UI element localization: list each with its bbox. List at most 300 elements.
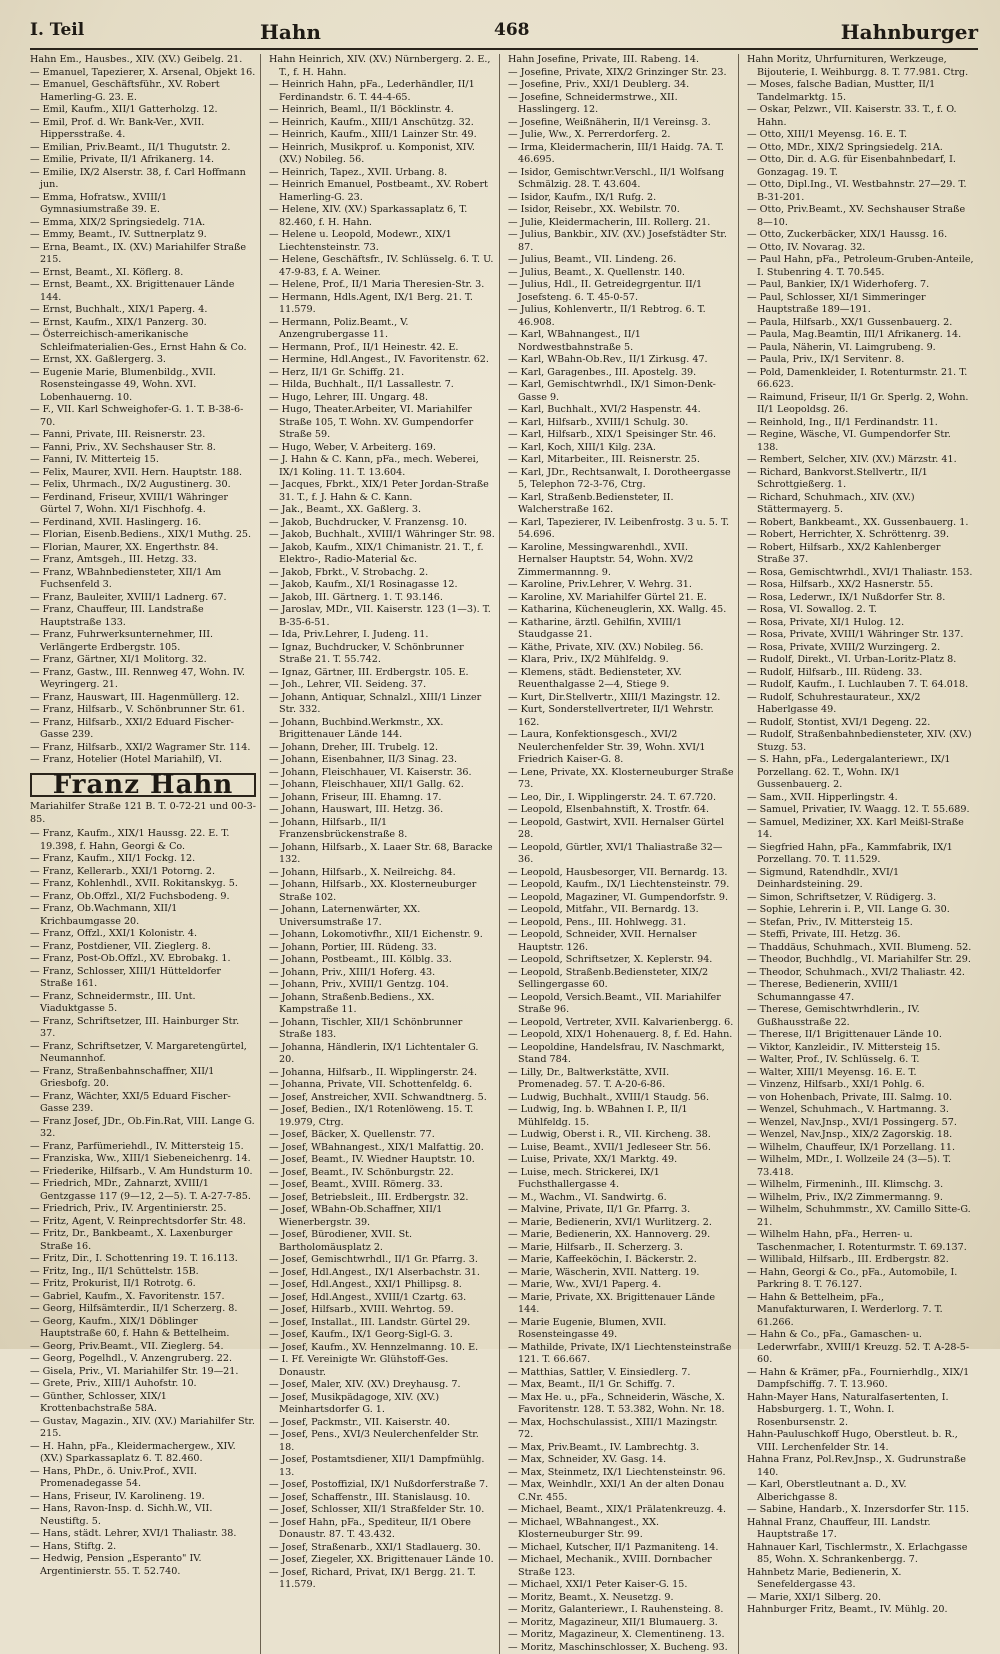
directory-entry: — Max, Schneider, XV. Gasg. 14. [508, 1454, 734, 1467]
directory-entry: — Leopold, Elsenbahnstift, X. Trostfr. 64. [508, 804, 734, 817]
directory-entry: — Irma, Kleidermacherin, III/1 Haidg. 7A. T. 46.695. [508, 142, 734, 167]
directory-entry: — Franz, Chauffeur, III. Landstraße Hauptstraße 133. [30, 604, 256, 629]
directory-entry: — Heinrich, Kaufm., XIII/1 Anschützg. 32. [269, 117, 495, 130]
directory-entry: — Willibald, Hilfsarb., III. Erdbergstr. 82. [747, 1254, 974, 1267]
directory-entry: — Franz Josef, JDr., Ob.Fin.Rat, VIII. Lange G. 32. [30, 1116, 256, 1141]
directory-entry: — Isidor, Gemischtwr.Verschl., II/1 Wolfsang Schmälzig. 28. T. 43.604. [508, 167, 734, 192]
directory-entry: Hahnal Franz, Chauffeur, III. Landstr. Hauptstraße 17. [747, 1517, 974, 1542]
directory-entry: — Johann, Buchbind.Werkmstr., XX. Brigittenauer Lände 144. [269, 717, 495, 742]
directory-entry: — Leopold, Versich.Beamt., VII. Mariahilfer Straße 96. [508, 992, 734, 1017]
directory-entry: — Ludwig, Oberst i. R., VII. Kircheng. 38. [508, 1129, 734, 1142]
directory-entry: — Moritz, Maschinschlosser, X. Bucheng. 93. [508, 1642, 734, 1654]
directory-entry: — Leopold, Mitfahr., VII. Bernardg. 13. [508, 904, 734, 917]
column-4-entries [747, 54, 974, 1617]
directory-entry: — Jakob, Kaufm., XI/1 Rosinagasse 12. [269, 579, 495, 592]
directory-entry: — Johann, Hilfsarb., X. Laaer Str. 68, Baracke 132. [269, 842, 495, 867]
directory-entry: — Regine, Wäsche, VI. Gumpendorfer Str. 138. [747, 429, 974, 454]
directory-entry: — Hans, städt. Lehrer, XVI/1 Thaliastr. 38. [30, 1528, 256, 1541]
directory-entry: — Hahn & Krämer, pFa., Fournierhdlg., XIX/1 Dampfschiffg. 7. T. 13.960. [747, 1367, 974, 1392]
directory-entry: — Max He. u., pFa., Schneiderin, Wäsche, X. Favoritenstr. 128. T. 53.382, Wohn. Nr. 18. [508, 1392, 734, 1417]
advertisement-address: Mariahilfer Straße 121 B. T. 0-72-21 und 00-3-85. [30, 801, 256, 826]
directory-entry: — Hans, Friseur, IV. Karolineng. 19. [30, 1491, 256, 1504]
directory-entry: — Johann, Friseur, III. Ehamng. 17. [269, 792, 495, 805]
directory-entry: — Josef, Installat., III. Landstr. Gürtel 29. [269, 1317, 495, 1330]
directory-entry: — Josef, Bäcker, X. Quellenstr. 77. [269, 1129, 495, 1142]
directory-entry: — Josef, Maler, XIV. (XV.) Dreyhausg. 7. [269, 1379, 495, 1392]
directory-entry: — Emanuel, Tapezierer, X. Arsenal, Objekt 16. [30, 67, 256, 80]
directory-entry: — I. Ff. Vereinigte Wr. Glühstoff-Ges. Donaustr. [269, 1354, 495, 1379]
directory-entry: — Ferdinand, Friseur, XVIII/1 Währinger Gürtel 7, Wohn. XI/1 Fischhofg. 4. [30, 492, 256, 517]
directory-entry: — Emil, Kaufm., XII/1 Gatterholzg. 12. [30, 104, 256, 117]
column-2 [269, 54, 500, 1654]
directory-entry: — Julius, Hdl., II. Getreidegrgentur. II/1 Josefsteng. 6. T. 45-0-57. [508, 279, 734, 304]
directory-entry: — Josef, Bürodiener, XVII. St. Bartholomäusplatz 2. [269, 1229, 495, 1254]
directory-entry: — Franz, Fuhrwerksunternehmer, III. Verlängerte Erdbergstr. 105. [30, 629, 256, 654]
directory-entry: — Johann, Hauswart, III. Hetzg. 36. [269, 804, 495, 817]
directory-entry: — Simon, Schriftsetzer, V. Rüdigerg. 3. [747, 892, 974, 905]
directory-entry: — Viktor, Kanzleidir., IV. Mittersteig 15. [747, 1042, 974, 1055]
directory-entry: — Malvine, Private, II/1 Gr. Pfarrg. 3. [508, 1204, 734, 1217]
directory-entry: — Georg, Hilfsämterdir., II/1 Scherzerg. 8. [30, 1303, 256, 1316]
directory-entry: — Johanna, Händlerin, IX/1 Lichtentaler G. 20. [269, 1042, 495, 1067]
directory-entry: — Franz, Kohlenhdl., XVII. Rokitanskyg. 5. [30, 878, 256, 891]
directory-entry: — Emma, Hofratsw., XVIII/1 Gymnasiumstraße 39. E. [30, 192, 256, 217]
directory-entry: — Grete, Priv., XIII/1 Auhofstr. 10. [30, 1378, 256, 1391]
directory-entry: — Julie, Kleidermacherin, III. Rollerg. 21. [508, 217, 734, 230]
directory-entry: — Hermine, Hdl.Angest., IV. Favoritenstr. 62. [269, 354, 495, 367]
directory-entry: Hahn Heinrich, XIV. (XV.) Nürnbergerg. 2. E., T., f. H. Hahn. [269, 54, 495, 79]
directory-entry: — Robert, Herrichter, X. Schröttenrg. 39. [747, 529, 974, 542]
directory-entry: — Georg, Priv.Beamt., VII. Zieglerg. 54. [30, 1341, 256, 1354]
directory-entry: — Josef, Anstreicher, XVII. Schwandtnerg. 5. [269, 1092, 495, 1105]
directory-entry: — Ludwig, Ing. b. WBahnen I. P., II/1 Mühlfeldg. 15. [508, 1104, 734, 1129]
directory-entry: — Franz, Offzl., XXI/1 Kolonistr. 4. [30, 928, 256, 941]
directory-entry: — Johann, Fleischhauer, VI. Kaiserstr. 36. [269, 767, 495, 780]
directory-entry: — Josef, WBahnangest., XIX/1 Malfattig. 20. [269, 1142, 495, 1155]
directory-entry: — Georg, Pogelhdl., V. Anzengruberg. 22. [30, 1353, 256, 1366]
directory-entry: — Heinrich, Tapez., XVII. Urbang. 8. [269, 167, 495, 180]
directory-entry: — Emilie, IX/2 Alserstr. 38, f. Carl Hoffmann jun. [30, 167, 256, 192]
directory-entry: — Moses, falsche Badian, Mustter, II/1 Tandelmarktg. 15. [747, 79, 974, 104]
directory-entry: — Johann, Laternenwärter, XX. Universumstraße 17. [269, 904, 495, 929]
directory-entry: — Siegfried Hahn, pFa., Kammfabrik, IX/1 Porzellang. 70. T. 11.529. [747, 842, 974, 867]
directory-entry: — Johann, Hilfsarb., XX. Klosterneuburger Straße 102. [269, 879, 495, 904]
directory-entry: — Thaddäus, Schuhmach., XVII. Blumeng. 52. [747, 942, 974, 955]
directory-entry: Hahna Franz, Pol.Rev.Jnsp., X. Gudrunstraße 140. [747, 1454, 974, 1479]
directory-entry: — Josef, WBahn-Ob.Schaffner, XII/1 Wienerbergstr. 39. [269, 1204, 495, 1229]
column-1 [30, 54, 261, 1654]
directory-entry: — Fritz, Ing., II/1 Schüttelstr. 15B. [30, 1266, 256, 1279]
directory-entry: — Otto, Dir. d. A.G. für Eisenbahnbedarf, I. Gonzagag. 19. T. [747, 154, 974, 179]
directory-entry: — Samuel, Privatier, IV. Waagg. 12. T. 55.689. [747, 804, 974, 817]
directory-entry: — Franz, Hilfsarb., XXI/2 Eduard Fischer-Gasse 239. [30, 717, 256, 742]
directory-entry: — Emanuel, Geschäftsführ., XV. Robert Hamerling-G. 23. E. [30, 79, 256, 104]
directory-entry: — Fritz, Dir., I. Schottenring 19. T. 16.113. [30, 1253, 256, 1266]
directory-entry: — Franz, Schriftsetzer, V. Margaretengürtel, Neumannhof. [30, 1041, 256, 1066]
directory-entry: — Marie, Bedienerin, XVI/1 Wurlitzerg. 2. [508, 1217, 734, 1230]
directory-entry: — Ferdinand, XVII. Haslingerg. 16. [30, 517, 256, 530]
directory-entry: — Franz, WBahnbediensteter, XII/1 Am Fuchsenfeld 3. [30, 567, 256, 592]
directory-entry: — Franz, Bauleiter, XVIII/1 Ladnerg. 67. [30, 592, 256, 605]
directory-entry: — Robert, Hilfsarb., XX/2 Kahlenberger Straße 37. [747, 542, 974, 567]
directory-entry: — Karl, Garagenbes., III. Apostelg. 39. [508, 367, 734, 380]
directory-entry: — Joh., Lehrer, VII. Seideng. 37. [269, 679, 495, 692]
directory-entry: — Rudolf, Direkt., VI. Urban-Loritz-Platz 8. [747, 654, 974, 667]
directory-entry: — Hilda, Buchhalt., II/1 Lassallestr. 7. [269, 379, 495, 392]
directory-entry: — Emilian, Priv.Beamt., II/1 Thugutstr. 2. [30, 142, 256, 155]
directory-entry: — Karl, Koch, XIII/1 Kilg. 23A. [508, 442, 734, 455]
directory-entry: — Josef, Musikpädagoge, XIV. (XV.) Meinhartsdorfer G. 1. [269, 1392, 495, 1417]
directory-entry: — Leopold, XIX/1 Hohenauerg. 8, f. Ed. Hahn. [508, 1029, 734, 1042]
directory-entry: — Hugo, Lehrer, III. Ungarg. 48. [269, 392, 495, 405]
directory-entry: — Wenzel, Nav.Jnsp., XVI/1 Possingerg. 57. [747, 1117, 974, 1130]
directory-entry: — Josef, Gemischtwrhdl., II/1 Gr. Pfarrg. 3. [269, 1254, 495, 1267]
directory-entry: — Leopold, Kaufm., IX/1 Liechtensteinstr. 79. [508, 879, 734, 892]
directory-entry: — Michael, Mechanik., XVIII. Dornbacher Straße 123. [508, 1554, 734, 1579]
directory-entry: — Marie, Wäscherin, XVII. Natterg. 19. [508, 1267, 734, 1280]
column-4 [747, 54, 978, 1654]
directory-entry: — Ida, Priv.Lehrer, I. Judeng. 11. [269, 629, 495, 642]
directory-entry: — Sabine, Handarb., X. Inzersdorfer Str. 115. [747, 1504, 974, 1517]
directory-entry: — Günther, Schlosser, XIX/1 Krottenbachstraße 58A. [30, 1391, 256, 1416]
directory-entry: — Karl, Hilfsarb., XVIII/1 Schulg. 30. [508, 417, 734, 430]
directory-entry: — Franz, Kaufm., XIX/1 Haussg. 22. E. T. 19.398, f. Hahn, Georgi & Co. [30, 828, 256, 853]
directory-entry: — Laura, Konfektionsgesch., XVI/2 Neulerchenfelder Str. 39, Wohn. XVI/1 Friedrich Kaiser-G. 8. [508, 729, 734, 767]
directory-entry: — Josef, Hilfsarb., XVIII. Wehrtog. 59. [269, 1304, 495, 1317]
directory-entry: — Franz, Ob.Offzl., XI/2 Fuchsbodeng. 9. [30, 891, 256, 904]
directory-entry: — Wilhelm, MDr., I. Wollzeile 24 (3—5). T. 73.418. [747, 1154, 974, 1179]
directory-entry: — Johann, Lokomotivfhr., XII/1 Eichenstr. 9. [269, 929, 495, 942]
directory-entry: — Josef, Hdl.Angest., IX/1 Alserbachstr. 31. [269, 1267, 495, 1280]
directory-entry: — Matthias, Sattler, V. Einsiedlerg. 7. [508, 1367, 734, 1380]
directory-entry: — Hahn & Co., pFa., Gamaschen- u. Lederwrfabr., XVIII/1 Kreuzg. 52. T. A-28-5-60. [747, 1329, 974, 1367]
directory-entry: — Jak., Beamt., XX. Gaßlerg. 3. [269, 504, 495, 517]
directory-entry: — Marie, Private, XX. Brigittenauer Lände 144. [508, 1292, 734, 1317]
directory-entry: — Josef, Schlosser, XII/1 Straßfelder Str. 10. [269, 1504, 495, 1517]
directory-entry: — Karoline, XV. Mariahilfer Gürtel 21. E. [508, 592, 734, 605]
column-1-entries [30, 54, 256, 767]
directory-entry: — Moritz, Magazineur, XII/1 Blumauerg. 3. [508, 1617, 734, 1630]
directory-entry: — Johann, Hilfsarb., X. Neilreichg. 84. [269, 867, 495, 880]
directory-entry: — Luise, mech. Strickerei, IX/1 Fuchsthallergasse 4. [508, 1167, 734, 1192]
directory-entry: — Ignaz, Gärtner, III. Erdbergstr. 105. E. [269, 667, 495, 680]
directory-entry: — Marie, Hilfsarb., II. Scherzerg. 3. [508, 1242, 734, 1255]
directory-entry: — Paula, Mag.Beamtin, III/1 Afrikanerg. 14. [747, 329, 974, 342]
directory-entry: — Richard, Schuhmach., XIV. (XV.) Stättermayerg. 5. [747, 492, 974, 517]
directory-entry: — Franz, Hilfsarb., V. Schönbrunner Str. 61. [30, 704, 256, 717]
directory-entry: Hahn-Mayer Hans, Naturalfasertenten, I. Habsburgerg. 1. T., Wohn. I. Rosenbursenstr. 2. [747, 1392, 974, 1430]
directory-entry: — Michael, Kutscher, II/1 Pazmaniteng. 14. [508, 1542, 734, 1555]
directory-entry: — Josef, Richard, Privat, IX/1 Bergg. 21. T. 11.579. [269, 1567, 495, 1592]
directory-entry: — Johann, Eisenbahner, II/3 Sinag. 23. [269, 754, 495, 767]
directory-entry: — Hans, Stiftg. 2. [30, 1541, 256, 1554]
directory-entry: — Hedwig, Pension „Esperanto" IV. Argentinierstr. 55. T. 52.740. [30, 1553, 256, 1578]
directory-entry: — Walter, Prof., IV. Schlüsselg. 6. T. [747, 1054, 974, 1067]
directory-entry: — Heinrich, Musikprof. u. Komponist, XIV. (XV.) Nobileg. 56. [269, 142, 495, 167]
directory-entry: — H. Hahn, pFa., Kleidermachergew., XIV. (XV.) Sparkassaplatz 6. T. 82.460. [30, 1441, 256, 1466]
directory-entry: — S. Hahn, pFa., Ledergalanteriewr., IX/1 Porzellang. 62. T., Wohn. IX/1 Gussenbauerg. 2. [747, 754, 974, 792]
directory-entry: — Theodor, Schuhmach., XVI/2 Thaliastr. 42. [747, 967, 974, 980]
directory-entry: — Theodor, Buchhdlg., VI. Mariahilfer Str. 29. [747, 954, 974, 967]
directory-entry: — Jacques, Fbrkt., XIX/1 Peter Jordan-Straße 31. T., f. J. Hahn & C. Kann. [269, 479, 495, 504]
directory-entry: — Friedrich, MDr., Zahnarzt, XVIII/1 Gentzgasse 117 (9—12, 2—5). T. A-27-7-85. [30, 1178, 256, 1203]
directory-entry: — Leopold, Gastwirt, XVII. Hernalser Gürtel 28. [508, 817, 734, 842]
directory-entry: — Herz, II/1 Gr. Schiffg. 21. [269, 367, 495, 380]
directory-entry: — Franz, Amtsgeh., III. Hetzg. 33. [30, 554, 256, 567]
directory-entry: — Josef, Postoffizial, IX/1 Nußdorferstraße 7. [269, 1479, 495, 1492]
directory-entry: — Eugenie Marie, Blumenbildg., XVII. Rosensteingasse 49, Wohn. XVI. Lobenhauerng. 10. [30, 367, 256, 405]
directory-entry: — Paula, Priv., IX/1 Servitenг. 8. [747, 354, 974, 367]
directory-entry: — Mathilde, Private, IX/1 Liechtensteinstraße 121. T. 66.667. [508, 1342, 734, 1367]
directory-entry: — Wenzel, Nav.Jnsp., XIX/2 Zagorskig. 18. [747, 1129, 974, 1142]
directory-entry: — Leopold, Hausbesorger, VII. Bernardg. 13. [508, 867, 734, 880]
directory-entry: — Josef Hahn, pFa., Spediteur, II/1 Obere Donaustr. 87. T. 43.432. [269, 1517, 495, 1542]
directory-entry: — Wenzel, Schuhmach., V. Hartmanng. 3. [747, 1104, 974, 1117]
directory-entry: — J. Hahn & C. Kann, pFa., mech. Weberei, IX/1 Koling. 11. T. 13.604. [269, 454, 495, 479]
directory-entry: — Karl, JDr., Rechtsanwalt, I. Dorotheergasse 5, Telephon 72-3-76, Ctrg. [508, 467, 734, 492]
directory-entry: — Franz, Postdiener, VII. Zieglerg. 8. [30, 941, 256, 954]
directory-entry: — Josef, Pens., XVI/3 Neulerchenfelder Str. 18. [269, 1429, 495, 1454]
directory-entry: — Marie, Bedienerin, XX. Hannoverg. 29. [508, 1229, 734, 1242]
directory-entry: — Franz, Gärtner, XI/1 Molitorg. 32. [30, 654, 256, 667]
directory-entry: — Franz, Gastw., III. Rennweg 47, Wohn. IV. Weyringerg. 21. [30, 667, 256, 692]
directory-entry: — Ernst, XX. Gaßlergerg. 3. [30, 354, 256, 367]
directory-entry: — Felix, Maurer, XVII. Hern. Hauptstr. 188. [30, 467, 256, 480]
directory-entry: — Josef, Straßenarb., XXI/1 Stadlauerg. 30. [269, 1542, 495, 1555]
directory-entry: — Fritz, Prokurist, II/1 Rotrotg. 6. [30, 1278, 256, 1291]
directory-entry: Hahnburger Fritz, Beamt., IV. Mühlg. 20. [747, 1604, 974, 1617]
directory-entry: — Jakob, Buchdrucker, V. Franzensg. 10. [269, 517, 495, 530]
directory-entry: — Karl, Gemischtwrhdl., IX/1 Simon-Denk-Gasse 9. [508, 379, 734, 404]
directory-entry: — Emmy, Beamt., IV. Suttnerplatz 9. [30, 229, 256, 242]
directory-entry: — Josef, Betriebsleit., III. Erdbergstr. 32. [269, 1192, 495, 1205]
directory-entry: — Wilhelm, Priv., IX/2 Zimmermanng. 9. [747, 1192, 974, 1205]
directory-entry: — Sigmund, Ratendhdlr., XVI/1 Deinhardsteining. 29. [747, 867, 974, 892]
directory-entry: — Rosa, Private, XVIII/1 Währinger Str. 137. [747, 629, 974, 642]
directory-entry: — Leopold, Vertreter, XVII. Kalvarienbergg. 6. [508, 1017, 734, 1030]
directory-entry: — Marie Eugenie, Blumen, XVII. Rosensteingasse 49. [508, 1317, 734, 1342]
directory-entry: — Jakob, III. Gärtnerg. 1. T. 93.146. [269, 592, 495, 605]
directory-columns [30, 54, 978, 1334]
directory-entry: — Franz, Post-Ob.Offzl., XV. Ebrobakg. 1. [30, 953, 256, 966]
directory-entry: — Raimund, Friseur, II/1 Gr. Sperlg. 2, Wohn. II/1 Leopoldsg. 26. [747, 392, 974, 417]
directory-entry: — Franz, Schlosser, XIII/1 Hütteldorfer Straße 161. [30, 966, 256, 991]
directory-entry: — Sam., XVII. Hipperlingstr. 4. [747, 792, 974, 805]
directory-entry: — Franz, Ob.Wachmann, XII/1 Krichbaumgasse 20. [30, 903, 256, 928]
directory-entry: — Florian, Eisenb.Bediens., XIX/1 Muthg. 25. [30, 529, 256, 542]
directory-entry: — Gabriel, Kaufm., X. Favoritenstr. 157. [30, 1291, 256, 1304]
directory-entry: — Josef, Schaffenstr., III. Stanislausg. 10. [269, 1492, 495, 1505]
directory-entry: — Franziska, Ww., XIII/1 Siebeneichenrg. 14. [30, 1153, 256, 1166]
directory-entry: — Karl, Buchhalt., XVI/2 Haspenstr. 44. [508, 404, 734, 417]
directory-entry: — Therese, Bedienerin, XVIII/1 Schumanngasse 47. [747, 979, 974, 1004]
directory-entry: — Fanni, Priv., XV. Sechshauser Str. 8. [30, 442, 256, 455]
directory-entry: — Max, Steinmetz, IX/1 Liechtensteinstr. 96. [508, 1467, 734, 1480]
directory-entry: — Leopoldine, Handelsfrau, IV. Naschmarkt, Stand 784. [508, 1042, 734, 1067]
directory-entry: — Klara, Priv., IX/2 Mühlfeldg. 9. [508, 654, 734, 667]
directory-entry: Hahn Moritz, Uhrfurnituren, Werkzeuge, Bijouterie, I. Weihburgg. 8. T. 77.981. Ctrg. [747, 54, 974, 79]
directory-entry: — Johann, Priv., XVIII/1 Gentzg. 104. [269, 979, 495, 992]
directory-entry: — Paula, Näherin, VI. Laimgrubeng. 9. [747, 342, 974, 355]
directory-entry: — Josef, Ziegeler, XX. Brigittenauer Lände 10. [269, 1554, 495, 1567]
directory-entry: — Franz, Kaufm., XII/1 Fockg. 12. [30, 853, 256, 866]
directory-entry: — Georg, Kaufm., XIX/1 Döblinger Hauptstraße 60, f. Hahn & Bettelheim. [30, 1316, 256, 1341]
directory-entry: — Franz, Hotelier (Hotel Mariahilf), VI. [30, 754, 256, 767]
directory-entry: — Helene, Prof., II/1 Maria Theresien-Str. 3. [269, 279, 495, 292]
directory-entry: — Heinrich Emanuel, Postbeamt., XV. Robert Hamerling-G. 23. [269, 179, 495, 204]
directory-entry: — Hugo, Theater.Arbeiter, VI. Mariahilfer Straße 105, T. Wohn. XV. Gumpendorfer Straße 59. [269, 404, 495, 442]
directory-entry: — Ignaz, Buchdrucker, V. Schönbrunner Straße 21. T. 55.742. [269, 642, 495, 667]
directory-entry: — Paul Hahn, pFa., Petroleum-Gruben-Anteile, I. Stubenring 4. T. 70.545. [747, 254, 974, 279]
directory-entry: — Franz, Wächter, XXI/5 Eduard Fischer-Gasse 239. [30, 1091, 256, 1116]
directory-entry: — Josef, Kaufm., XV. Hennzelmanng. 10. E. [269, 1342, 495, 1355]
directory-entry: — Kurt, Sonderstellvertreter, II/1 Wehrstr. 162. [508, 704, 734, 729]
directory-entry: — Johann, Hilfsarb., II/1 Franzensbrückenstraße 8. [269, 817, 495, 842]
directory-entry: — Rosa, Lederwr., IX/1 Nußdorfer Str. 8. [747, 592, 974, 605]
directory-entry: — Gisela, Priv., VI. Mariahilfer Str. 19—21. [30, 1366, 256, 1379]
directory-entry: — Josefine, Weißnäherin, II/1 Vereinsg. 3. [508, 117, 734, 130]
directory-entry: — Julius, Kohlenvertr., II/1 Rebtrog. 6. T. 46.908. [508, 304, 734, 329]
directory-entry: — Heinrich Hahn, pFa., Lederhändler, II/1 Ferdinandstr. 6. T. 44-4-65. [269, 79, 495, 104]
directory-entry: — Therese, II/1 Brigittenauer Lände 10. [747, 1029, 974, 1042]
directory-entry: — Otto, XIII/1 Meyensg. 16. E. T. [747, 129, 974, 142]
directory-entry: — Josef, Beamt., XVIII. Römerg. 33. [269, 1179, 495, 1192]
directory-entry: — Rosa, VI. Sowallog. 2. T. [747, 604, 974, 617]
directory-entry: — Paula, Hilfsarb., XX/1 Gussenbauerg. 2. [747, 317, 974, 330]
directory-entry: — Helene u. Leopold, Modewr., XIX/1 Liechtensteinstr. 73. [269, 229, 495, 254]
directory-entry: — Josef, Kaufm., IX/1 Georg-Sigl-G. 3. [269, 1329, 495, 1342]
directory-entry: — Käthe, Private, XIV. (XV.) Nobileg. 56. [508, 642, 734, 655]
directory-entry: — von Hohenbach, Private, III. Salmg. 10. [747, 1092, 974, 1105]
advertisement-box: Franz Hahn [30, 773, 256, 798]
directory-entry: — Johanna, Hilfsarb., II. Wipplingerstr. 24. [269, 1067, 495, 1080]
directory-entry: — Rudolf, Straßenbahnbediensteter, XIV. (XV.) Stuzg. 53. [747, 729, 974, 754]
directory-entry: Hahnauer Karl, Tischlermstr., X. Erlachgasse 85, Wohn. X. Schrankenbergg. 7. [747, 1542, 974, 1567]
directory-entry: — Jakob, Fbrkt., V. Strobachg. 2. [269, 567, 495, 580]
directory-entry: — Ernst, Kaufm., XIX/1 Panzerg. 30. [30, 317, 256, 330]
directory-entry: — Karl, Oberstleutnant a. D., XV. Alberichgasse 8. [747, 1479, 974, 1504]
directory-entry: — Karl, Hilfsarb., XIX/1 Speisinger Str. 46. [508, 429, 734, 442]
directory-entry: — Steffi, Private, III. Hetzg. 36. [747, 929, 974, 942]
directory-entry: — Johann, Postbeamt., III. Kölblg. 33. [269, 954, 495, 967]
directory-entry: — Leopold, Schneider, XVII. Hernalser Hauptstr. 126. [508, 929, 734, 954]
directory-entry: — Otto, Priv.Beamt., XV. Sechshauser Straße 8—10. [747, 204, 974, 229]
directory-entry: — Sophie, Lehrerin i. P., VII. Lange G. 30. [747, 904, 974, 917]
directory-entry: — Ludwig, Buchhalt., XVIII/1 Staudg. 56. [508, 1092, 734, 1105]
header-last-name: Hahnburger [841, 20, 978, 44]
directory-entry: — Isidor, Kaufm., IX/1 Rufg. 2. [508, 192, 734, 205]
directory-entry: — Fritz, Dr., Bankbeamt., X. Laxenburger Straße 16. [30, 1228, 256, 1253]
directory-entry: — Josef, Postamtsdiener, XII/1 Dampfmühlg. 13. [269, 1454, 495, 1479]
directory-entry: — Josefine, Priv., XXI/1 Deublerg. 34. [508, 79, 734, 92]
directory-entry: — Hans, PhDr., ö. Univ.Prof., XVII. Promenadegasse 54. [30, 1466, 256, 1491]
directory-entry: — Samuel, Mediziner, XX. Karl Meißl-Straße 14. [747, 817, 974, 842]
directory-entry: — Jakob, Kaufm., XIX/1 Chimanistr. 21. T., f. Elektro-, Radio-Material &c. [269, 542, 495, 567]
directory-entry: Hahn Em., Hausbes., XIV. (XV.) Geibelg. 21. [30, 54, 256, 67]
directory-entry: — Rudolf, Hilfsarb., III. Rüdeng. 33. [747, 667, 974, 680]
directory-entry: — Karl, WBahnangest., II/1 Nordwestbahnstraße 5. [508, 329, 734, 354]
directory-entry: — Rembert, Selcher, XIV. (XV.) Märzstr. 41. [747, 454, 974, 467]
directory-entry: — Hahn, Georgi & Co., pFa., Automobile, I. Parkring 8. T. 76.127. [747, 1267, 974, 1292]
directory-entry: — Josef, Hdl.Angest., XVIII/1 Czartg. 63. [269, 1292, 495, 1305]
directory-entry: — Josef, Beamt., IV. Schönburgstr. 22. [269, 1167, 495, 1180]
directory-entry: — Rudolf, Stontist, XVI/1 Degeng. 22. [747, 717, 974, 730]
directory-entry: — Jaroslav, MDr., VII. Kaiserstr. 123 (1—3). T. B-35-6-51. [269, 604, 495, 629]
directory-entry: — Franz, Hauswart, III. Hagenmüllerg. 12. [30, 692, 256, 705]
directory-entry: — F., VII. Karl Schweighofer-G. 1. T. B-38-6-70. [30, 404, 256, 429]
directory-entry: — Felix, Uhrmach., IX/2 Augustinerg. 30. [30, 479, 256, 492]
directory-entry: — Josefine, Private, XIX/2 Grinzinger Str. 23. [508, 67, 734, 80]
directory-entry: — Luise, Beamt., XVII/1 Jedleseer Str. 56. [508, 1142, 734, 1155]
directory-entry: — Ernst, Buchhalt., XIX/1 Paperg. 4. [30, 304, 256, 317]
directory-entry: — Josef, Packmstr., VII. Kaiserstr. 40. [269, 1417, 495, 1430]
directory-entry: — Julius, Beamt., VII. Lindeng. 26. [508, 254, 734, 267]
directory-entry: — Heinrich, Beaml., II/1 Böcklinstr. 4. [269, 104, 495, 117]
directory-entry: — Johanna, Private, VII. Schottenfeldg. 6. [269, 1079, 495, 1092]
directory-entry: — Max, Hochschulassist., XIII/1 Mazingstr. 72. [508, 1417, 734, 1442]
directory-entry: — Marie, Kaffeeköchin, I. Bäckerstr. 2. [508, 1254, 734, 1267]
directory-entry: — Friederike, Hilfsarb., V. Am Hundsturm 10. [30, 1166, 256, 1179]
directory-entry: — Helene, Geschäftsfr., IV. Schlüsselg. 6. T. U. 47-9-83, f. A. Weiner. [269, 254, 495, 279]
directory-entry: — Rudolf, Kaufm., I. Luchlauben 7. T. 64.018. [747, 679, 974, 692]
directory-entry: — Karl, Tapezierer, IV. Leibenfrostg. 3 u. 5. T. 54.696. [508, 517, 734, 542]
directory-entry: — Fritz, Agent, V. Reinprechtsdorfer Str. 48. [30, 1216, 256, 1229]
directory-entry: — Max, Beamt., II/1 Gr. Schiffg. 7. [508, 1379, 734, 1392]
directory-entry: — Richard, Bankvorst.Stellvertr., II/1 Schrottgießerg. 1. [747, 467, 974, 492]
directory-entry: — Moritz, Beamt., X. Neusetzg. 9. [508, 1592, 734, 1605]
directory-entry: — Vinzenz, Hilfsarb., XXI/1 Pohlg. 6. [747, 1079, 974, 1092]
directory-entry: — Franz, Schneidermstr., III. Unt. Viaduktgasse 5. [30, 991, 256, 1016]
directory-entry: — Johann, Straßenb.Bediens., XX. Kampstraße 11. [269, 992, 495, 1017]
directory-entry: — Luise, Private, XX/1 Marktg. 49. [508, 1154, 734, 1167]
directory-entry: — Moritz, Magazineur, X. Clementineng. 13. [508, 1629, 734, 1642]
directory-entry: — Jakob, Buchhalt., XVIII/1 Währinger Str. 98. [269, 529, 495, 542]
directory-entry: — Julie, Ww., X. Perrerdorferg. 2. [508, 129, 734, 142]
directory-entry: — Josef, Beamt., IV. Wiedner Hauptstr. 10. [269, 1154, 495, 1167]
directory-entry: — Rudolf, Schuhrestaurateur., XX/2 Haberlgasse 49. [747, 692, 974, 717]
directory-entry: — Therese, Gemischtwrhdlerin., IV. Gußhausstraße 22. [747, 1004, 974, 1029]
directory-entry: — Emma, XIX/2 Springsiedelg. 71A. [30, 217, 256, 230]
directory-entry: — Moritz, Galanteriewr., I. Rauhensteing. 8. [508, 1604, 734, 1617]
directory-entry: — Karoline, Messingwarenhdl., XVII. Hernalser Hauptstr. 54, Wohn. XV/2 Zimmermannng. 9. [508, 542, 734, 580]
directory-entry: — Johann, Fleischhauer, XII/1 Gallg. 62. [269, 779, 495, 792]
directory-entry: — Hugo, Weber, V. Arbeiterg. 169. [269, 442, 495, 455]
directory-entry: — Leopold, Straßenb.Bediensteter, XIX/2 Sellingergasse 60. [508, 967, 734, 992]
directory-entry: — Leopold, Gürtler, XVI/1 Thaliastraße 32—36. [508, 842, 734, 867]
directory-entry: — Fanni, IV. Mitterteig 15. [30, 454, 256, 467]
directory-entry: — Lene, Private, XX. Klosterneuburger Straße 73. [508, 767, 734, 792]
directory-entry: — M., Wachm., VI. Sandwirtg. 6. [508, 1192, 734, 1205]
directory-entry: — Gustav, Magazin., XIV. (XV.) Mariahilfer Str. 215. [30, 1416, 256, 1441]
directory-entry: — Paul, Bankier, IX/1 Widerhoferg. 7. [747, 279, 974, 292]
directory-entry: — Wilhelm Hahn, pFa., Herren- u. Taschenmacher, I. Rotenturmstr. T. 69.137. [747, 1229, 974, 1254]
directory-entry: — Oskar, Pelzwr., VII. Kaiserstr. 33. T., f. O. Hahn. [747, 104, 974, 129]
directory-entry: — Karl, WBahn-Ob.Rev., II/1 Zirkusg. 47. [508, 354, 734, 367]
directory-entry: — Otto, IV. Novarag. 32. [747, 242, 974, 255]
directory-entry: — Helene, XIV. (XV.) Sparkassaplatz 6, T. 82.460, f. H. Hahn. [269, 204, 495, 229]
directory-entry: — Leopold, Pens., III. Hohlwegg. 31. [508, 917, 734, 930]
directory-entry: — Wilhelm, Schuhmmstr., XV. Camillo Sitte-G. 21. [747, 1204, 974, 1229]
directory-entry: — Hermann, Poliz.Beamt., V. Anzengrubergasse 11. [269, 317, 495, 342]
directory-entry: — Katharina, Kücheneuglerin, XX. Wallg. 45. [508, 604, 734, 617]
directory-entry: — Paul, Schlosser, XI/1 Simmeringer Hauptstraße 189—191. [747, 292, 974, 317]
directory-entry: — Katharine, ärztl. Gehilfin, XVIII/1 Staudgasse 21. [508, 617, 734, 642]
directory-entry: — Otto, Zuckerbäcker, XIX/1 Haussg. 16. [747, 229, 974, 242]
directory-entry: — Josef, Bedien., IX/1 Rotenlöweng. 15. T. 19.979, Ctrg. [269, 1104, 495, 1129]
directory-entry: — Robert, Bankbeamt., XX. Gussenbauerg. 1. [747, 517, 974, 530]
directory-entry: — Florian, Maurer, XX. Engerthstr. 84. [30, 542, 256, 555]
directory-entry: — Julius, Bankbir., XIV. (XV.) Josefstädter Str. 87. [508, 229, 734, 254]
